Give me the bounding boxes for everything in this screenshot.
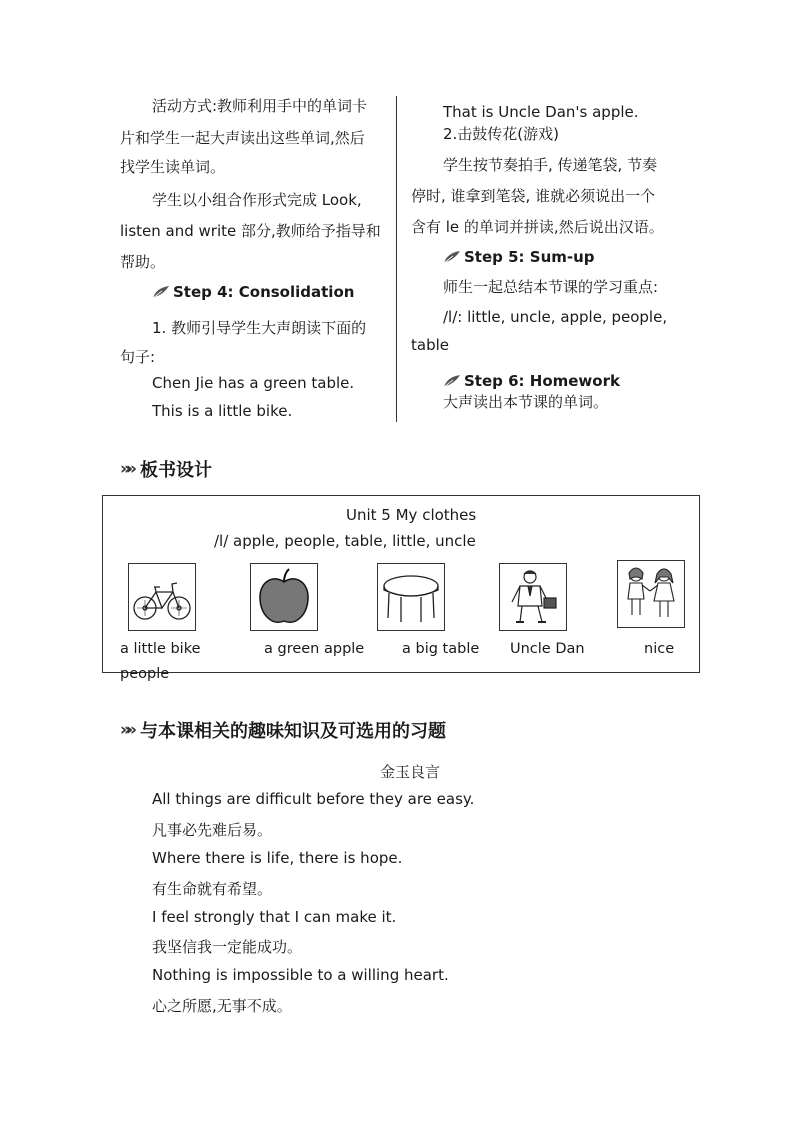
leaf-icon [443,374,461,388]
man-icon [499,563,567,631]
left-paragraph-2-line-1: 学生以小组合作形式完成 Look, [152,191,362,209]
right-paragraph-1-line-1: 学生按节奏拍手, 传递笔袋, 节奏 [443,156,658,174]
right-phonics-line-2: table [411,336,449,354]
step-5-heading [443,248,595,266]
quote-zh-3: 我坚信我一定能成功。 [152,938,303,956]
leaf-icon [152,285,170,299]
table-icon [377,563,445,631]
quote-zh-4: 心之所愿,无事不成。 [152,997,292,1015]
right-paragraph-1-line-2: 停时, 谁拿到笔袋, 谁就必须说出一个 [411,187,656,205]
left-paragraph-3-line-1: 1. 教师引导学生大声朗读下面的 [152,319,367,337]
quote-zh-1: 凡事必先难后易。 [152,821,273,839]
caption-little-bike: a little bike [120,641,201,657]
left-paragraph-2-line-2: listen and write 部分,教师给予指导和 [120,222,381,240]
left-paragraph-1-line-3: 找学生读单词。 [120,158,226,176]
step-6-heading [443,372,620,390]
quote-en-4: Nothing is impossible to a willing heart. [152,966,449,984]
fun-subtitle: 金玉良言 [380,763,441,781]
board-design-box [102,495,700,673]
quote-zh-2: 有生命就有希望。 [152,880,273,898]
caption-uncle-dan: Uncle Dan [510,641,585,657]
right-paragraph-2: 师生一起总结本节课的学习重点: [443,278,659,296]
step-5-label: Step 5: Sum-up [464,248,595,266]
right-paragraph-1-line-3: 含有 le 的单词并拼读,然后说出汉语。 [411,218,664,236]
apple-icon [250,563,318,631]
step-4-label: Step 4: Consolidation [173,283,355,301]
step-6-label: Step 6: Homework [464,372,620,390]
double-chevron-icon: »» [120,720,132,740]
quote-en-2: Where there is life, there is hope. [152,849,403,867]
board-section-heading [120,456,212,482]
caption-people: people [120,666,170,682]
caption-nice: nice [644,641,675,657]
left-paragraph-1-line-1: 活动方式:教师利用手中的单词卡 [152,97,368,115]
right-game-title: 2.击鼓传花(游戏) [443,125,560,143]
left-paragraph-3-line-2: 句子: [120,348,156,366]
board-title: Unit 5 My clothes [346,506,477,524]
double-chevron-icon: »» [120,459,132,479]
left-paragraph-1-line-2: 片和学生一起大声读出这些单词,然后 [120,129,365,147]
caption-big-table: a big table [402,641,480,657]
quote-en-3: I feel strongly that I can make it. [152,908,397,926]
board-phonics: /l/ apple, people, table, little, uncle [214,532,476,550]
column-divider [396,96,397,422]
right-paragraph-3: 大声读出本节课的单词。 [443,393,609,411]
caption-green-apple: a green apple [264,641,365,657]
left-sentence-1: Chen Jie has a green table. [152,374,355,392]
children-icon [617,560,685,628]
leaf-icon [443,250,461,264]
left-sentence-2: This is a little bike. [152,402,293,420]
bike-icon [128,563,196,631]
fun-section-title: 与本课相关的趣味知识及可选用的习题 [139,721,446,742]
board-section-title: 板书设计 [139,460,212,481]
right-sentence: That is Uncle Dan's apple. [443,103,639,121]
step-4-heading [152,283,354,301]
fun-section-heading [120,717,446,743]
quote-en-1: All things are difficult before they are easy. [152,790,475,808]
left-paragraph-2-line-3: 帮助。 [120,253,166,271]
right-phonics-line-1: /l/: little, uncle, apple, people, [443,308,668,326]
